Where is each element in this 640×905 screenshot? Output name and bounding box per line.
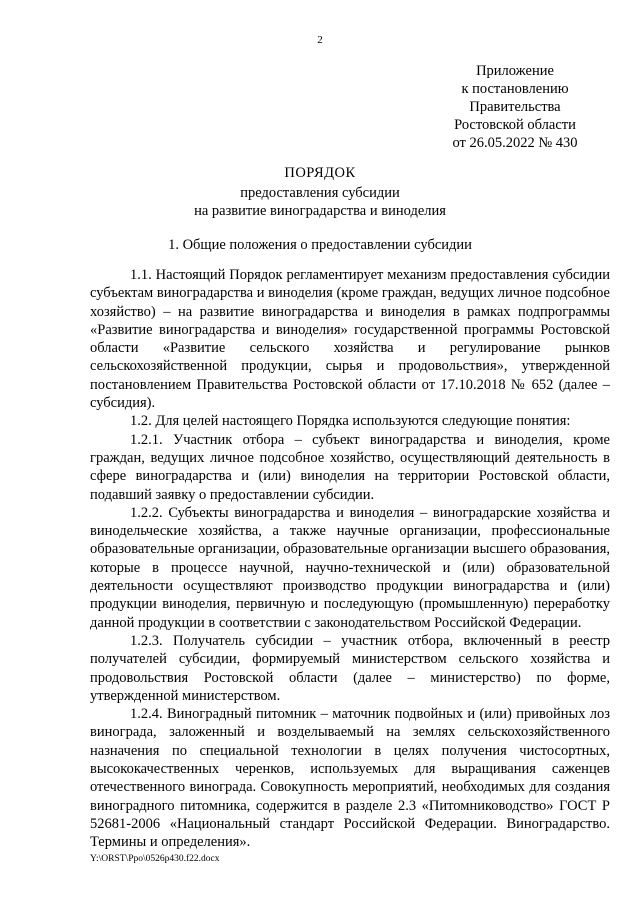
paragraph-1-1: 1.1. Настоящий Порядок регламентирует механизм предоставления субсидии субъектам виноградарства и виноделия (кроме граждан, ведущих личное подсобное хозяйство) – на развитие виноградарства и виноделия в рамках подпрограммы «Развитие виноградарства и виноделия» государственной программы Ростовской области «Развитие сельского хозяйства и регулирование рынков сельскохозяйственной продукции, сырья и продовольствия», утвержденной постановлением Правительства Ростовской области от 17.10.2018 № 652 (далее – субсидия). bbox=[90, 267, 610, 412]
paragraph-1-2-2: 1.2.2. Субъекты виноградарства и виноделия – виноградарские хозяйства и винодельческие хозяйства, а также научные организации, профессиональные образовательные организации, образовательные организации высшего образования, которые в процессе научной, научно-технической и (или) образовательной деятельности осуществляют производство продукции виноградарства и (или) продукции виноделия, первичную и последующую (промышленную) переработку данной продукции в соответствии с законодательством Российской Федерации. bbox=[90, 504, 610, 631]
subtitle-line: предоставления субсидии bbox=[240, 185, 400, 201]
section-heading: 1. Общие положения о предоставлении субсидии bbox=[168, 237, 472, 253]
appendix-line: Правительства bbox=[469, 99, 561, 115]
document-subtitle bbox=[0, 184, 640, 220]
appendix-line: Ростовской области bbox=[454, 117, 576, 133]
appendix-line: от 26.05.2022 № 430 bbox=[452, 135, 578, 151]
document-body bbox=[90, 266, 610, 852]
appendix-line: к постановлению bbox=[461, 81, 569, 97]
page-number: 2 bbox=[317, 34, 323, 46]
paragraph-1-2-1: 1.2.1. Участник отбора – субъект виноградарства и виноделия, кроме граждан, ведущих личное подсобное хозяйство, осуществляющий деятельность в сфере виноградарства и (или) виноделия на территории Ростовской области, подавший заявку о предоставлении субсидии. bbox=[90, 431, 610, 503]
paragraph-1-2: 1.2. Для целей настоящего Порядка используются следующие понятия: bbox=[130, 413, 571, 430]
document-title: ПОРЯДОК bbox=[284, 165, 356, 181]
paragraph-1-2-3: 1.2.3. Получатель субсидии – участник отбора, включенный в реестр получателей субсидии, формируемый министерством сельского хозяйства и продовольствия Ростовской области (далее – министерство) по форме, утвержденной министерством. bbox=[90, 632, 610, 704]
paragraph-1-2-4: 1.2.4. Виноградный питомник – маточник подвойных и (или) привойных лоз винограда, заложенный и возделываемый на землях сельскохозяйственного назначения по специальной технологии в целях получения чистосортных, высококачественных черенков, используемых для выращивания саженцев отечественного винограда. Совокупность мероприятий, необходимых для создания виноградного питомника, содержится в разделе 2.3 «Питомниководство» ГОСТ Р 52681-2006 «Национальный стандарт Российской Федерации. Виноградарство. Термины и определения». bbox=[90, 706, 610, 851]
appendix-block bbox=[430, 62, 600, 152]
appendix-line: Приложение bbox=[476, 63, 554, 79]
subtitle-line: на развитие виноградарства и виноделия bbox=[194, 203, 446, 219]
file-path-footer: Y:\ORST\Ppo\0526p430.f22.docx bbox=[90, 854, 220, 864]
